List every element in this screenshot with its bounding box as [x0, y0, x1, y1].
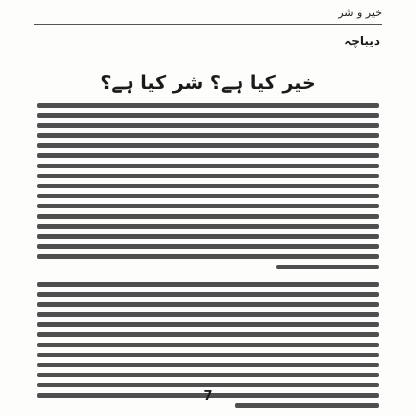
text-line: [37, 174, 379, 179]
text-line: [37, 234, 379, 239]
page-number: 7: [203, 389, 213, 404]
text-line: [37, 153, 379, 158]
text-line: [37, 113, 379, 118]
text-line: [37, 363, 379, 368]
text-line: [37, 194, 379, 199]
chapter-heading: خیر کیا ہے؟ شر کیا ہے؟: [100, 72, 316, 94]
text-line: [37, 103, 379, 108]
text-line: [37, 383, 379, 388]
text-line: [37, 224, 379, 229]
text-line: [37, 214, 379, 219]
text-line: [276, 265, 379, 270]
text-line: [37, 292, 379, 297]
text-line: [37, 312, 379, 317]
text-line: [37, 244, 379, 249]
text-line: [37, 143, 379, 148]
text-line: [37, 322, 379, 327]
text-line: [37, 133, 379, 138]
text-line: [37, 343, 379, 348]
text-line: [37, 254, 379, 259]
text-line: [37, 204, 379, 209]
text-line: [37, 353, 379, 358]
text-line: [37, 332, 379, 337]
header-rule: [34, 24, 382, 25]
text-line: [37, 184, 379, 189]
text-line: [37, 123, 379, 128]
text-line: [37, 282, 379, 287]
paragraph-1: [37, 103, 379, 275]
text-line: [37, 373, 379, 378]
text-line: [37, 302, 379, 307]
section-label: دیباچہ: [344, 34, 380, 48]
running-head: خیر و شر: [338, 6, 382, 19]
text-line: [37, 164, 379, 169]
